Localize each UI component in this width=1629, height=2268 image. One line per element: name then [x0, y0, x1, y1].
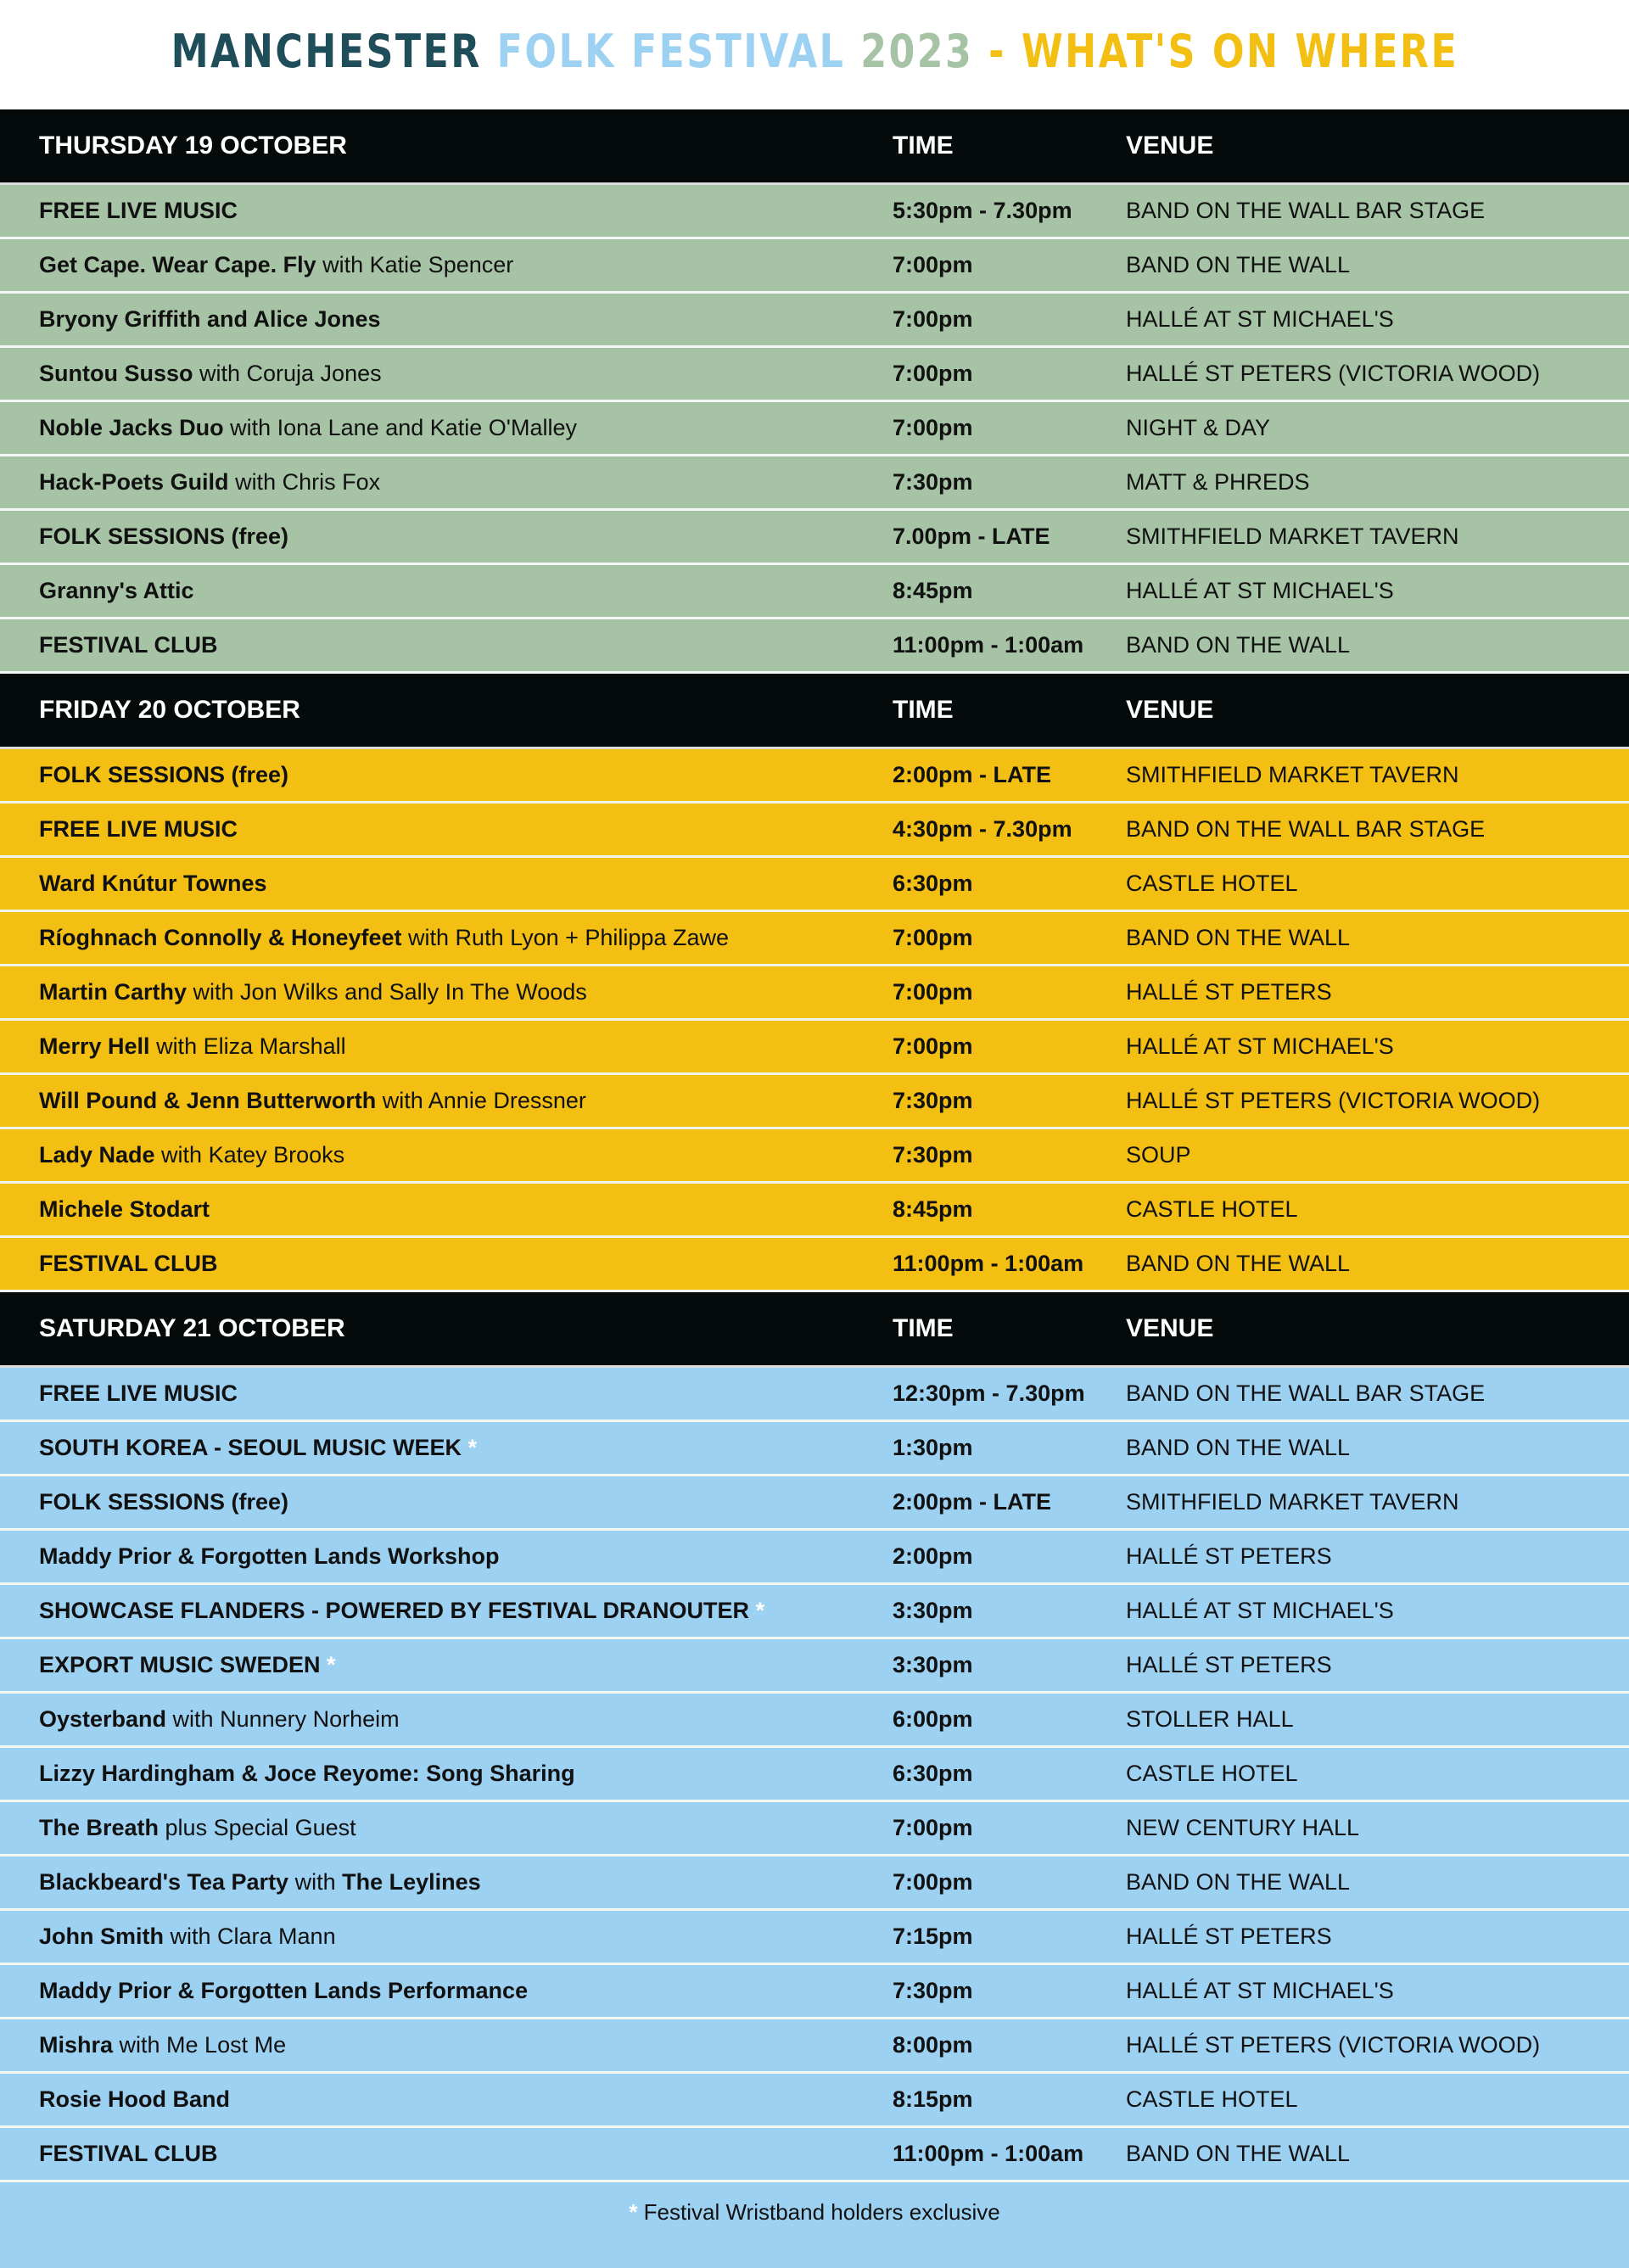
table-row: [0, 1585, 1629, 1639]
event-venue: SMITHFIELD MARKET TAVERN: [1126, 524, 1459, 549]
title-part: MANCHESTER: [171, 25, 497, 78]
event-time: 7:00pm: [893, 1869, 973, 1895]
event-name-part: Will Pound & Jenn Butterworth: [39, 1088, 377, 1113]
event-name: [39, 252, 513, 278]
event-name-part: Ríoghnach Connolly & Honeyfeet: [39, 925, 402, 950]
event-time: 7:00pm: [893, 361, 973, 386]
day-section-sat: [0, 1292, 1629, 2182]
event-name: [39, 632, 218, 658]
event-name-part: FOLK SESSIONS (free): [39, 762, 289, 787]
event-name: [39, 762, 288, 788]
page-title: [171, 25, 1458, 78]
event-name: [39, 198, 238, 224]
event-time: 6:30pm: [893, 1761, 973, 1786]
event-name: [39, 2141, 218, 2167]
event-name-part: The Breath: [39, 1815, 160, 1840]
event-time: 7:30pm: [893, 1088, 973, 1113]
table-row: [0, 2019, 1629, 2074]
event-name: [39, 2032, 286, 2058]
venue-column-header: VENUE: [1126, 696, 1214, 724]
event-name-part: with Katey Brooks: [154, 1142, 345, 1168]
day-section-fri: [0, 674, 1629, 1292]
event-name-part: with Katie Spencer: [316, 252, 514, 277]
schedule: [0, 109, 1629, 2182]
event-name-part: Lizzy Hardingham & Joce Reyome: Song Sharing: [39, 1761, 575, 1786]
event-venue: HALLÉ ST PETERS (VICTORIA WOOD): [1126, 1088, 1541, 1113]
day-heading: SATURDAY 21 OCTOBER: [39, 1314, 345, 1342]
event-time: 7:30pm: [893, 1978, 973, 2003]
day-heading: THURSDAY 19 OCTOBER: [39, 132, 347, 160]
event-venue: HALLÉ AT ST MICHAEL'S: [1126, 578, 1394, 603]
asterisk: *: [327, 1652, 336, 1677]
event-time: 3:30pm: [893, 1598, 973, 1623]
event-time: 7:30pm: [893, 469, 973, 495]
event-time: 7:00pm: [893, 1815, 973, 1840]
event-venue: BAND ON THE WALL: [1126, 2141, 1351, 2166]
event-time: 2:00pm - LATE: [893, 1489, 1052, 1515]
event-time: 1:30pm: [893, 1435, 973, 1460]
event-time: 11:00pm - 1:00am: [893, 1251, 1084, 1276]
title-part: - WHAT'S ON WHERE: [988, 25, 1458, 78]
event-name: [39, 1489, 288, 1515]
event-venue: CASTLE HOTEL: [1126, 2086, 1298, 2112]
table-row: [0, 511, 1629, 565]
event-name: [39, 361, 382, 387]
event-name: [39, 1033, 346, 1060]
event-venue: HALLÉ ST PETERS (VICTORIA WOOD): [1126, 361, 1541, 386]
event-time: 8:45pm: [893, 1196, 973, 1222]
event-venue: BAND ON THE WALL: [1126, 925, 1351, 950]
event-name-part: FOLK SESSIONS (free): [39, 524, 289, 549]
table-row: [0, 912, 1629, 966]
event-name: [39, 1652, 336, 1678]
event-name: [39, 1815, 356, 1841]
event-time: 3:30pm: [893, 1652, 973, 1677]
event-time: 12:30pm - 7.30pm: [893, 1380, 1085, 1406]
event-name: [39, 925, 729, 951]
event-name-part: Rosie Hood Band: [39, 2086, 231, 2112]
event-venue: HALLÉ ST PETERS (VICTORIA WOOD): [1126, 2032, 1541, 2058]
event-time: 8:00pm: [893, 2032, 973, 2058]
event-name: [39, 1869, 481, 1896]
event-name-part: with Jon Wilks and Sally In The Woods: [187, 979, 587, 1005]
event-name-part: Suntou Susso: [39, 361, 193, 386]
event-name: [39, 524, 288, 550]
event-time: 8:15pm: [893, 2086, 973, 2112]
event-venue: STOLLER HALL: [1126, 1706, 1294, 1732]
table-row: [0, 1476, 1629, 1531]
event-name-part: SOUTH KOREA - SEOUL MUSIC WEEK: [39, 1435, 462, 1460]
event-name-part: FESTIVAL CLUB: [39, 2141, 218, 2166]
event-name-part: Bryony Griffith and Alice Jones: [39, 306, 381, 332]
event-name: [39, 1380, 238, 1407]
event-time: 6:00pm: [893, 1706, 973, 1732]
title-part: 2023: [859, 25, 988, 78]
event-venue: CASTLE HOTEL: [1126, 871, 1298, 896]
event-time: 2:00pm: [893, 1543, 973, 1569]
event-name-part: plus Special Guest: [159, 1815, 356, 1840]
event-name-part: Hack-Poets Guild: [39, 469, 229, 495]
event-name: [39, 1924, 336, 1950]
event-name: [39, 1543, 500, 1570]
event-name: [39, 871, 266, 897]
table-row: [0, 1748, 1629, 1802]
table-row: [0, 1021, 1629, 1075]
event-name: [39, 1435, 477, 1461]
event-venue: BAND ON THE WALL: [1126, 1435, 1351, 1460]
day-heading: FRIDAY 20 OCTOBER: [39, 696, 300, 724]
event-venue: HALLÉ ST PETERS: [1126, 1543, 1332, 1569]
event-time: 4:30pm - 7.30pm: [893, 816, 1072, 842]
event-venue: BAND ON THE WALL: [1126, 252, 1351, 277]
table-row: [0, 348, 1629, 402]
event-name-part: FREE LIVE MUSIC: [39, 816, 238, 842]
event-venue: BAND ON THE WALL: [1126, 1869, 1351, 1895]
event-name: [39, 979, 587, 1005]
table-row: [0, 1911, 1629, 1965]
event-name-part: John Smith: [39, 1924, 164, 1949]
table-row: [0, 858, 1629, 912]
asterisk: *: [629, 2199, 638, 2225]
event-name-part: The Leylines: [342, 1869, 481, 1895]
asterisk: *: [467, 1435, 478, 1460]
event-venue: SOUP: [1126, 1142, 1191, 1168]
event-time: 7:00pm: [893, 252, 973, 277]
venue-column-header: VENUE: [1126, 1314, 1214, 1342]
time-column-header: TIME: [893, 696, 954, 724]
table-row: [0, 1184, 1629, 1238]
asterisk: *: [755, 1598, 765, 1623]
event-time: 7:00pm: [893, 1033, 973, 1059]
event-name-part: with Me Lost Me: [113, 2032, 287, 2058]
table-row: [0, 966, 1629, 1021]
table-row: [0, 456, 1629, 511]
event-name-part: with Annie Dressner: [376, 1088, 586, 1113]
event-time: 7:00pm: [893, 925, 973, 950]
event-name: [39, 1251, 218, 1277]
time-column-header: TIME: [893, 132, 954, 160]
event-venue: BAND ON THE WALL: [1126, 632, 1351, 658]
event-time: 5:30pm - 7.30pm: [893, 198, 1072, 223]
table-row: [0, 2128, 1629, 2182]
event-name: [39, 306, 381, 333]
event-time: 7:00pm: [893, 306, 973, 332]
event-name-part: Mishra: [39, 2032, 114, 2058]
event-venue: SMITHFIELD MARKET TAVERN: [1126, 1489, 1459, 1515]
table-row: [0, 185, 1629, 239]
event-name: [39, 415, 577, 441]
event-venue: HALLÉ AT ST MICHAEL'S: [1126, 1033, 1394, 1059]
event-name-part: Oysterband: [39, 1706, 167, 1732]
event-time: 7:00pm: [893, 979, 973, 1005]
table-row: [0, 565, 1629, 619]
time-column-header: TIME: [893, 1314, 954, 1342]
event-name-part: Lady Nade: [39, 1142, 155, 1168]
table-row: [0, 2074, 1629, 2128]
event-name: [39, 2086, 230, 2113]
event-time: 7:15pm: [893, 1924, 973, 1949]
event-name-part: Noble Jacks Duo: [39, 415, 224, 440]
event-name-part: Michele Stodart: [39, 1196, 210, 1222]
event-venue: HALLÉ ST PETERS: [1126, 1924, 1332, 1949]
event-venue: MATT & PHREDS: [1126, 469, 1310, 495]
event-name-part: Get Cape. Wear Cape. Fly: [39, 252, 316, 277]
event-venue: BAND ON THE WALL: [1126, 1251, 1351, 1276]
event-name-part: Ward Knútur Townes: [39, 871, 267, 896]
event-name-part: Granny's Attic: [39, 578, 194, 603]
event-venue: BAND ON THE WALL BAR STAGE: [1126, 816, 1486, 842]
event-name-part: Martin Carthy: [39, 979, 188, 1005]
table-row: [0, 402, 1629, 456]
event-name: [39, 1598, 764, 1624]
footnote-text: Festival Wristband holders exclusive: [637, 2199, 1000, 2225]
event-time: 8:45pm: [893, 578, 973, 603]
event-venue: SMITHFIELD MARKET TAVERN: [1126, 762, 1459, 787]
table-row: [0, 239, 1629, 294]
footnote: [0, 2182, 1629, 2226]
venue-column-header: VENUE: [1126, 132, 1214, 160]
event-name: [39, 1088, 586, 1114]
table-row: [0, 1238, 1629, 1292]
table-row: [0, 1856, 1629, 1911]
event-time: 7:30pm: [893, 1142, 973, 1168]
event-name-part: FREE LIVE MUSIC: [39, 198, 238, 223]
event-name: [39, 578, 193, 604]
event-venue: HALLÉ AT ST MICHAEL'S: [1126, 1598, 1394, 1623]
event-time: 2:00pm - LATE: [893, 762, 1052, 787]
event-venue: BAND ON THE WALL BAR STAGE: [1126, 1380, 1486, 1406]
event-name: [39, 816, 238, 843]
section-header: [0, 674, 1629, 749]
event-name-part: Blackbeard's Tea Party: [39, 1869, 289, 1895]
event-name-part: FESTIVAL CLUB: [39, 632, 218, 658]
event-name: [39, 1142, 344, 1168]
event-venue: HALLÉ ST PETERS: [1126, 979, 1332, 1005]
event-name-part: FOLK SESSIONS (free): [39, 1489, 289, 1515]
event-venue: HALLÉ AT ST MICHAEL'S: [1126, 1978, 1394, 2003]
event-name: [39, 1706, 400, 1733]
event-time: 7:00pm: [893, 415, 973, 440]
event-time: 6:30pm: [893, 871, 973, 896]
section-header: [0, 1292, 1629, 1368]
title-bar: [0, 0, 1629, 109]
event-venue: NIGHT & DAY: [1126, 415, 1271, 440]
event-name-part: with Iona Lane and Katie O'Malley: [223, 415, 577, 440]
event-venue: BAND ON THE WALL BAR STAGE: [1126, 198, 1486, 223]
event-name-part: with: [288, 1869, 343, 1895]
event-name-part: FREE LIVE MUSIC: [39, 1380, 238, 1406]
event-name-part: with Nunnery Norheim: [166, 1706, 400, 1732]
table-row: [0, 1802, 1629, 1856]
section-header: [0, 109, 1629, 185]
event-venue: HALLÉ ST PETERS: [1126, 1652, 1332, 1677]
table-row: [0, 1129, 1629, 1184]
table-row: [0, 804, 1629, 858]
day-section-thu: [0, 109, 1629, 674]
table-row: [0, 1368, 1629, 1422]
event-venue: HALLÉ AT ST MICHAEL'S: [1126, 306, 1394, 332]
event-name-part: with Chris Fox: [228, 469, 381, 495]
table-row: [0, 619, 1629, 674]
event-time: 7.00pm - LATE: [893, 524, 1050, 549]
event-name-part: with Ruth Lyon + Philippa Zawe: [401, 925, 729, 950]
event-name-part: FESTIVAL CLUB: [39, 1251, 218, 1276]
table-row: [0, 294, 1629, 348]
table-row: [0, 1075, 1629, 1129]
table-row: [0, 749, 1629, 804]
event-name: [39, 469, 380, 496]
event-venue: NEW CENTURY HALL: [1126, 1815, 1360, 1840]
table-row: [0, 1639, 1629, 1694]
event-name: [39, 1978, 528, 2004]
event-name-part: with Clara Mann: [164, 1924, 336, 1949]
event-time: 11:00pm - 1:00am: [893, 632, 1084, 658]
table-row: [0, 1694, 1629, 1748]
event-venue: CASTLE HOTEL: [1126, 1761, 1298, 1786]
table-row: [0, 1965, 1629, 2019]
event-name-part: EXPORT MUSIC SWEDEN: [39, 1652, 321, 1677]
event-name-part: Maddy Prior & Forgotten Lands Performance: [39, 1978, 529, 2003]
event-name-part: Maddy Prior & Forgotten Lands Workshop: [39, 1543, 500, 1569]
event-name-part: with Coruja Jones: [193, 361, 382, 386]
table-row: [0, 1422, 1629, 1476]
event-venue: CASTLE HOTEL: [1126, 1196, 1298, 1222]
event-time: 11:00pm - 1:00am: [893, 2141, 1084, 2166]
table-row: [0, 1531, 1629, 1585]
title-part: FOLK FESTIVAL: [496, 25, 860, 78]
event-name-part: Merry Hell: [39, 1033, 150, 1059]
event-name-part: SHOWCASE FLANDERS - POWERED BY FESTIVAL DRANOUTER: [39, 1598, 750, 1623]
event-name-part: with Eliza Marshall: [149, 1033, 346, 1059]
event-name: [39, 1761, 575, 1787]
event-name: [39, 1196, 210, 1223]
